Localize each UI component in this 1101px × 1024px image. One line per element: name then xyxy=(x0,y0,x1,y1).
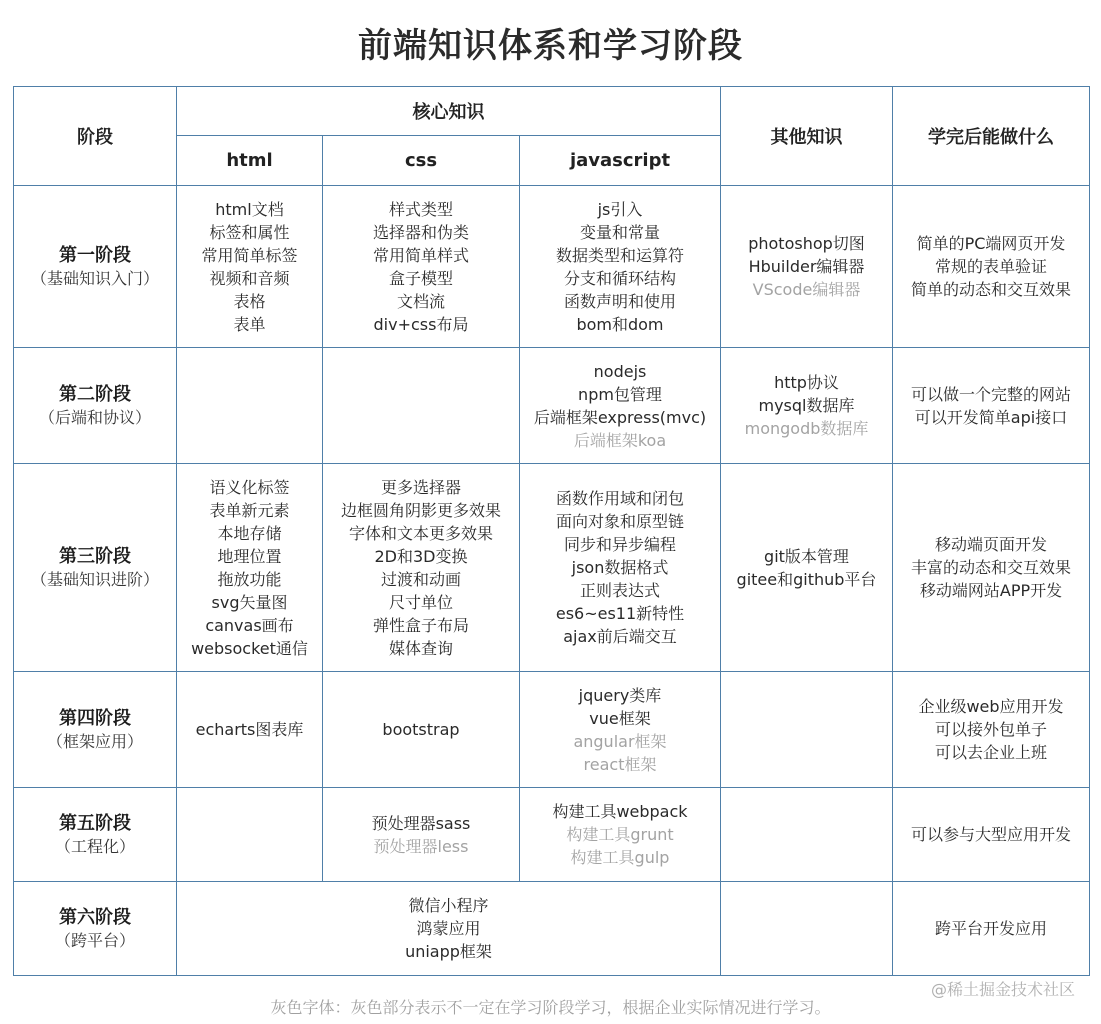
knowledge-item: 表单新元素 xyxy=(209,500,290,520)
stage-row xyxy=(14,186,1090,348)
html-cell xyxy=(177,186,323,348)
knowledge-item: 视频和音频 xyxy=(209,268,290,288)
knowledge-item: 尺寸单位 xyxy=(388,592,453,612)
other-knowledge-cell xyxy=(721,882,893,976)
knowledge-item: angular框架 xyxy=(573,731,667,751)
knowledge-item: 移动端网站APP开发 xyxy=(919,581,1063,600)
knowledge-item: 函数作用域和闭包 xyxy=(555,489,684,508)
knowledge-item: 面向对象和原型链 xyxy=(555,512,684,531)
knowledge-item: 标签和属性 xyxy=(209,222,290,242)
knowledge-item: 正则表达式 xyxy=(579,581,660,600)
javascript-cell xyxy=(520,788,721,882)
cross-platform-cell xyxy=(177,882,721,976)
after-learning-cell xyxy=(893,882,1090,976)
knowledge-item: 构建工具grunt xyxy=(566,825,674,844)
knowledge-item: 数据类型和运算符 xyxy=(555,245,684,265)
javascript-cell xyxy=(520,464,721,672)
knowledge-item: 移动端页面开发 xyxy=(934,535,1047,554)
knowledge-item: Hbuilder编辑器 xyxy=(748,257,865,276)
knowledge-item: 地理位置 xyxy=(217,546,282,566)
knowledge-item: npm包管理 xyxy=(578,384,662,404)
knowledge-item: 文档流 xyxy=(396,291,445,311)
knowledge-item: 媒体查询 xyxy=(388,638,453,658)
knowledge-item: ajax前后端交互 xyxy=(563,627,677,646)
knowledge-item: 拖放功能 xyxy=(217,569,282,589)
header-stage: 阶段 xyxy=(14,87,177,186)
css-cell xyxy=(323,348,520,464)
css-cell xyxy=(323,464,520,672)
stage-cell xyxy=(14,348,177,464)
knowledge-item: 语义化标签 xyxy=(209,477,290,497)
knowledge-item: 表格 xyxy=(233,291,266,311)
knowledge-item: bootstrap xyxy=(382,720,460,739)
knowledge-item: 表单 xyxy=(233,314,266,334)
knowledge-item: gitee和github平台 xyxy=(736,569,877,589)
html-cell xyxy=(177,672,323,788)
knowledge-item: 2D和3D变换 xyxy=(374,546,468,566)
after-learning-cell xyxy=(893,788,1090,882)
knowledge-item: 字体和文本更多效果 xyxy=(348,523,493,543)
knowledge-item: es6~es11新特性 xyxy=(555,604,685,623)
stage-name: 第二阶段 xyxy=(59,383,131,405)
knowledge-item: VScode编辑器 xyxy=(752,280,861,299)
stage-subtitle: （工程化） xyxy=(54,836,135,856)
css-cell xyxy=(323,788,520,882)
watermark: @稀土掘金技术社区 xyxy=(930,980,1075,999)
stage-cell xyxy=(14,788,177,882)
knowledge-item: 更多选择器 xyxy=(380,477,461,497)
after-learning-cell xyxy=(893,672,1090,788)
other-knowledge-cell xyxy=(721,672,893,788)
knowledge-item: 可以做一个完整的网站 xyxy=(910,384,1071,404)
knowledge-item: mysql数据库 xyxy=(758,396,855,415)
stage-subtitle: （框架应用） xyxy=(46,731,143,751)
stage-cell xyxy=(14,186,177,348)
knowledge-item: nodejs xyxy=(593,361,647,381)
knowledge-item: 同步和异步编程 xyxy=(563,535,676,554)
knowledge-item: 选择器和伪类 xyxy=(372,222,469,242)
footer-note: 灰色字体：灰色部分表示不一定在学习阶段学习，根据企业实际情况进行学习。 xyxy=(270,998,831,1017)
knowledge-item: svg矢量图 xyxy=(211,592,288,612)
stage-row xyxy=(14,464,1090,672)
knowledge-item: 盒子模型 xyxy=(388,268,453,288)
stage-row xyxy=(14,672,1090,788)
knowledge-item: 企业级web应用开发 xyxy=(918,697,1064,716)
knowledge-item: git版本管理 xyxy=(764,546,849,566)
knowledge-item: canvas画布 xyxy=(205,615,294,635)
header-other-knowledge: 其他知识 xyxy=(721,87,893,186)
stage-cell xyxy=(14,672,177,788)
html-cell xyxy=(177,348,323,464)
stage-row xyxy=(14,788,1090,882)
header-css: css xyxy=(323,136,520,186)
stage-rows xyxy=(14,186,1090,976)
after-learning-cell xyxy=(893,348,1090,464)
knowledge-table xyxy=(13,86,1090,976)
knowledge-item: 预处理器less xyxy=(373,836,469,856)
knowledge-item: 微信小程序 xyxy=(408,896,489,915)
after-learning-cell xyxy=(893,464,1090,672)
knowledge-item: 可以去企业上班 xyxy=(934,743,1047,762)
knowledge-item: 预处理器sass xyxy=(371,813,471,833)
html-cell xyxy=(177,464,323,672)
header-html: html xyxy=(177,136,323,186)
stage-name: 第一阶段 xyxy=(59,244,131,266)
knowledge-item: 变量和常量 xyxy=(579,222,660,242)
javascript-cell xyxy=(520,672,721,788)
knowledge-item: 简单的PC端网页开发 xyxy=(916,234,1066,253)
stage-name: 第六阶段 xyxy=(59,906,131,928)
knowledge-item: vue框架 xyxy=(589,708,651,728)
knowledge-item: 后端框架express(mvc) xyxy=(533,407,707,427)
stage-row xyxy=(14,348,1090,464)
stage-name: 第五阶段 xyxy=(59,812,131,834)
stage-cell xyxy=(14,882,177,976)
stage-subtitle: （跨平台） xyxy=(54,930,135,950)
knowledge-item: 边框圆角阴影更多效果 xyxy=(340,500,501,520)
other-knowledge-cell xyxy=(721,186,893,348)
knowledge-item: 函数声明和使用 xyxy=(563,291,676,311)
knowledge-item: 构建工具webpack xyxy=(552,802,688,821)
knowledge-item: uniapp框架 xyxy=(405,942,492,961)
knowledge-item: 可以开发简单api接口 xyxy=(914,407,1068,427)
knowledge-item: 构建工具gulp xyxy=(570,848,670,867)
knowledge-item: js引入 xyxy=(597,199,643,219)
knowledge-item: 本地存储 xyxy=(217,523,282,543)
knowledge-item: 分支和循环结构 xyxy=(563,268,676,288)
knowledge-item: html文档 xyxy=(215,199,284,219)
css-cell xyxy=(323,672,520,788)
knowledge-item: mongodb数据库 xyxy=(744,419,869,438)
knowledge-item: jquery类库 xyxy=(578,685,662,705)
stage-name: 第三阶段 xyxy=(59,545,131,567)
knowledge-item: bom和dom xyxy=(576,314,664,334)
knowledge-item: 弹性盒子布局 xyxy=(372,615,469,635)
javascript-cell xyxy=(520,186,721,348)
stage-row xyxy=(14,882,1090,976)
knowledge-item: websocket通信 xyxy=(191,638,308,658)
knowledge-item: http协议 xyxy=(774,373,839,392)
css-cell xyxy=(323,186,520,348)
page-title: 前端知识体系和学习阶段 xyxy=(358,26,743,66)
knowledge-item: div+css布局 xyxy=(373,314,469,334)
knowledge-item: 过渡和动画 xyxy=(380,569,461,589)
javascript-cell xyxy=(520,348,721,464)
knowledge-item: react框架 xyxy=(583,754,657,774)
header-after-learning: 学完后能做什么 xyxy=(893,87,1090,186)
knowledge-item: 常用简单标签 xyxy=(201,245,298,265)
knowledge-item: 简单的动态和交互效果 xyxy=(910,280,1071,299)
stage-cell xyxy=(14,464,177,672)
knowledge-item: 可以接外包单子 xyxy=(934,720,1047,739)
knowledge-item: 丰富的动态和交互效果 xyxy=(910,558,1071,577)
knowledge-item: 跨平台开发应用 xyxy=(934,919,1047,938)
other-knowledge-cell xyxy=(721,464,893,672)
knowledge-item: 样式类型 xyxy=(388,199,453,219)
stage-name: 第四阶段 xyxy=(59,707,131,729)
after-learning-cell xyxy=(893,186,1090,348)
knowledge-item: 可以参与大型应用开发 xyxy=(910,825,1071,844)
stage-subtitle: （基础知识入门） xyxy=(30,268,159,288)
html-cell xyxy=(177,788,323,882)
other-knowledge-cell xyxy=(721,348,893,464)
header-core-knowledge: 核心知识 xyxy=(177,87,721,136)
other-knowledge-cell xyxy=(721,788,893,882)
stage-subtitle: （后端和协议） xyxy=(38,407,151,427)
knowledge-item: json数据格式 xyxy=(571,558,669,577)
knowledge-item: 鸿蒙应用 xyxy=(416,919,481,938)
knowledge-item: photoshop切图 xyxy=(748,234,865,253)
knowledge-item: 常规的表单验证 xyxy=(934,257,1047,276)
header-javascript: javascript xyxy=(520,136,721,186)
knowledge-item: 后端框架koa xyxy=(573,430,667,450)
knowledge-item: 常用简单样式 xyxy=(372,245,469,265)
knowledge-item: echarts图表库 xyxy=(195,720,304,739)
stage-subtitle: （基础知识进阶） xyxy=(30,569,159,589)
